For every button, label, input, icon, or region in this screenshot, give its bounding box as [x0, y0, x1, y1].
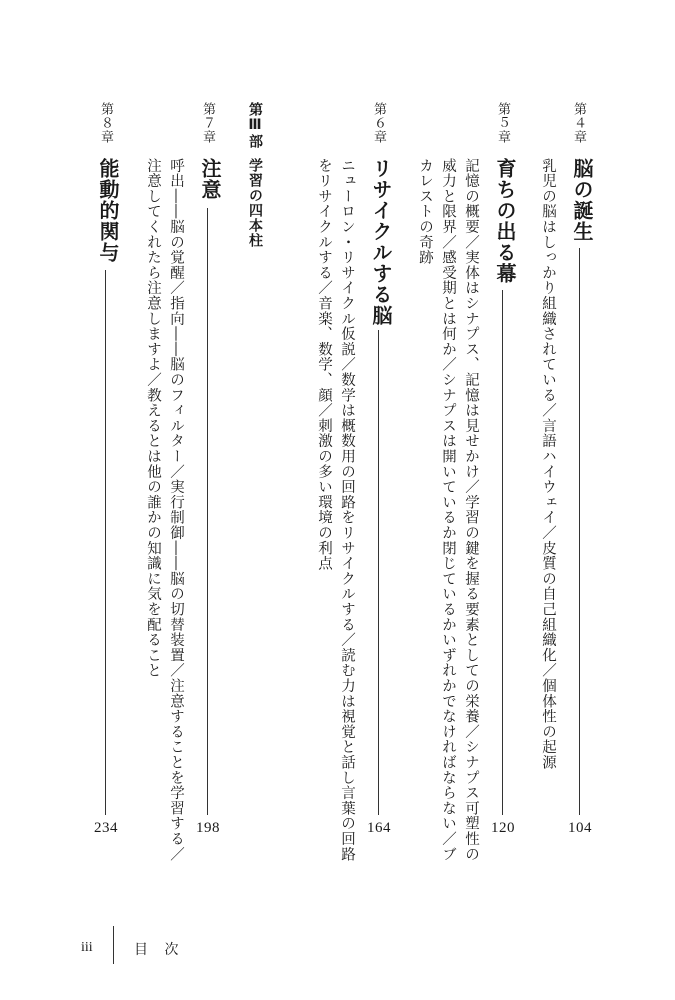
chapter-7-label: 第７章: [200, 102, 215, 144]
chapter-7-desc-line-2: 注意してくれたら注意しますよ／教えるとは他の誰かの知識に気を配ること: [145, 158, 161, 679]
chapter-6-label: 第６章: [371, 102, 386, 144]
chapter-6-title: リサイクルする脳: [369, 158, 393, 326]
chapter-4-label: 第４章: [571, 102, 586, 144]
chapter-7-title: 注意: [198, 158, 222, 200]
chapter-5-title: 育ちの出る幕: [493, 158, 517, 284]
chapter-4-title: 脳の誕生: [570, 158, 594, 242]
chapter-8-title: 能動的関与: [96, 158, 120, 263]
footer-running-title: 目 次: [134, 942, 185, 958]
chapter-6-desc-line-1: ニューロン・リサイクル仮説／数学は概数用の回路をリサイクルする／読む力は視覚と話し言葉の回路: [339, 158, 355, 862]
chapter-8-leader-rule: [105, 270, 106, 815]
chapter-6-desc-line-2: をリサイクルする／音楽、数学、顔／刺激の多い環境の利点: [316, 158, 332, 572]
chapter-7-leader-rule: [207, 208, 208, 815]
chapter-8-page-number: 234: [94, 820, 118, 836]
chapter-5-desc-line-3: カレストの奇跡: [417, 158, 433, 266]
chapter-7-desc-line-1: 呼出――脳の覚醒／指向――脳のフィルター／実行制御――脳の切替装置／注意することを学習する／: [168, 158, 184, 862]
chapter-8-label: 第８章: [98, 102, 113, 144]
footer-divider: [113, 926, 114, 964]
chapter-4-leader-rule: [579, 248, 580, 815]
chapter-5-label: 第５章: [495, 102, 510, 144]
chapter-5-desc-line-2: 威力と限界／感受期とは何か／シナプスは開いているか閉じているかいずれかでなければならない／ブ: [440, 158, 456, 862]
chapter-4-page-number: 104: [568, 820, 592, 836]
chapter-5-desc-line-1: 記憶の概要／実体はシナプス、記憶は見せかけ／学習の鍵を握る要素としての栄養／シナプス可塑性の: [463, 158, 479, 862]
chapter-4-desc-line-1: 乳児の脳はしっかり組織されている／言語ハイウェイ／皮質の自己組織化／個体性の起源: [540, 158, 556, 770]
chapter-5-page-number: 120: [491, 820, 515, 836]
part-3-label: 第Ⅲ部: [247, 102, 263, 149]
footer-page-roman: iii: [81, 940, 93, 955]
part-3-title: 学習の四本柱: [247, 158, 263, 248]
chapter-7-page-number: 198: [196, 820, 220, 836]
chapter-5-leader-rule: [502, 290, 503, 815]
chapter-6-leader-rule: [378, 330, 379, 815]
chapter-6-page-number: 164: [367, 820, 391, 836]
